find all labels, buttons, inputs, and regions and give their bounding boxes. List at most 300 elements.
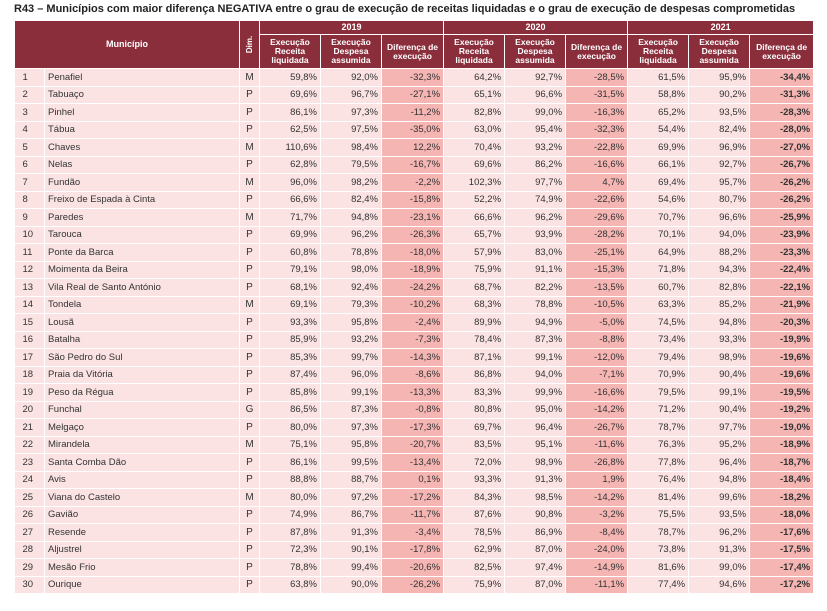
receita-cell: 70,7% [628, 209, 689, 227]
diferenca-cell: -5,0% [566, 314, 628, 332]
diferenca-cell: -19,0% [750, 419, 814, 437]
municipio-name: Gavião [45, 506, 240, 524]
diferenca-cell: -17,3% [382, 419, 444, 437]
receita-cell: 75,9% [444, 576, 505, 594]
row-number: 19 [15, 384, 45, 402]
dimension-code: P [240, 314, 260, 332]
receita-cell: 83,5% [444, 436, 505, 454]
diferenca-cell: -14,9% [566, 559, 628, 577]
diferenca-cell: -26,2% [750, 191, 814, 209]
dimension-code: P [240, 559, 260, 577]
row-number: 26 [15, 506, 45, 524]
diferenca-cell: -18,7% [750, 454, 814, 472]
diferenca-cell: -13,3% [382, 384, 444, 402]
table-row [15, 384, 814, 402]
table-row [15, 576, 814, 594]
receita-cell: 64,2% [444, 69, 505, 87]
dimension-code: P [240, 419, 260, 437]
despesa-cell: 97,4% [505, 559, 566, 577]
despesa-cell: 99,4% [321, 559, 382, 577]
diferenca-cell: -0,8% [382, 401, 444, 419]
diferenca-cell: -26,2% [382, 576, 444, 594]
receita-cell: 63,8% [260, 576, 321, 594]
despesa-cell: 93,3% [689, 331, 750, 349]
despesa-cell: 95,8% [321, 314, 382, 332]
row-number: 6 [15, 156, 45, 174]
despesa-cell: 95,8% [321, 436, 382, 454]
diferenca-cell: -7,1% [566, 366, 628, 384]
receita-cell: 81,6% [628, 559, 689, 577]
diferenca-cell: 0,1% [382, 471, 444, 489]
despesa-cell: 97,2% [321, 489, 382, 507]
dimension-code: P [240, 506, 260, 524]
table-row [15, 419, 814, 437]
diferenca-cell: -25,9% [750, 209, 814, 227]
diferenca-cell: -17,8% [382, 541, 444, 559]
municipio-name: Ourique [45, 576, 240, 594]
receita-cell: 79,4% [628, 349, 689, 367]
despesa-cell: 96,9% [689, 139, 750, 157]
receita-cell: 62,8% [260, 156, 321, 174]
diferenca-cell: -17,5% [750, 541, 814, 559]
dimension-code: P [240, 226, 260, 244]
receita-cell: 87,4% [260, 366, 321, 384]
diferenca-cell: -11,2% [382, 104, 444, 122]
header-despesa: Execução Despesa assumida [321, 35, 382, 69]
despesa-cell: 90,2% [689, 86, 750, 104]
row-number: 28 [15, 541, 45, 559]
dimension-code: P [240, 576, 260, 594]
municipio-name: Penafiel [45, 69, 240, 87]
dimension-code: P [240, 261, 260, 279]
municipio-name: Vila Real de Santo António [45, 279, 240, 297]
receita-cell: 75,1% [260, 436, 321, 454]
receita-cell: 86,1% [260, 454, 321, 472]
dimension-code: P [240, 471, 260, 489]
despesa-cell: 92,7% [689, 156, 750, 174]
receita-cell: 54,4% [628, 121, 689, 139]
diferenca-cell: -28,2% [566, 226, 628, 244]
dimension-code: P [240, 121, 260, 139]
receita-cell: 77,8% [628, 454, 689, 472]
receita-cell: 93,3% [444, 471, 505, 489]
diferenca-cell: 4,7% [566, 174, 628, 192]
diferenca-cell: -10,2% [382, 296, 444, 314]
receita-cell: 69,6% [444, 156, 505, 174]
receita-cell: 59,8% [260, 69, 321, 87]
despesa-cell: 95,0% [505, 401, 566, 419]
diferenca-cell: -22,6% [566, 191, 628, 209]
receita-cell: 68,1% [260, 279, 321, 297]
diferenca-cell: -7,3% [382, 331, 444, 349]
diferenca-cell: -3,2% [566, 506, 628, 524]
despesa-cell: 98,4% [321, 139, 382, 157]
dimension-code: P [240, 331, 260, 349]
municipio-name: Lousã [45, 314, 240, 332]
despesa-cell: 99,5% [321, 454, 382, 472]
diferenca-cell: -26,7% [566, 419, 628, 437]
despesa-cell: 99,0% [689, 559, 750, 577]
receita-cell: 71,8% [628, 261, 689, 279]
dimension-code: M [240, 436, 260, 454]
diferenca-cell: -18,0% [382, 244, 444, 262]
dimension-code: M [240, 209, 260, 227]
diferenca-cell: -11,6% [566, 436, 628, 454]
diferenca-cell: -34,4% [750, 69, 814, 87]
diferenca-cell: -24,2% [382, 279, 444, 297]
receita-cell: 72,3% [260, 541, 321, 559]
receita-cell: 76,4% [628, 471, 689, 489]
despesa-cell: 97,3% [321, 419, 382, 437]
dimension-code: P [240, 279, 260, 297]
table-row [15, 139, 814, 157]
diferenca-cell: 1,9% [566, 471, 628, 489]
despesa-cell: 93,2% [321, 331, 382, 349]
data-table [14, 20, 814, 594]
receita-cell: 86,8% [444, 366, 505, 384]
municipio-name: Moimenta da Beira [45, 261, 240, 279]
receita-cell: 70,4% [444, 139, 505, 157]
row-number: 9 [15, 209, 45, 227]
municipio-name: Mirandela [45, 436, 240, 454]
dimension-code: P [240, 524, 260, 542]
dimension-code: P [240, 384, 260, 402]
table-row [15, 559, 814, 577]
despesa-cell: 94,8% [689, 314, 750, 332]
row-number: 4 [15, 121, 45, 139]
diferenca-cell: -16,6% [566, 156, 628, 174]
despesa-cell: 93,5% [689, 506, 750, 524]
receita-cell: 65,1% [444, 86, 505, 104]
despesa-cell: 74,9% [505, 191, 566, 209]
despesa-cell: 99,0% [505, 104, 566, 122]
diferenca-cell: -23,3% [750, 244, 814, 262]
table-row [15, 121, 814, 139]
row-number: 2 [15, 86, 45, 104]
diferenca-cell: -19,6% [750, 349, 814, 367]
despesa-cell: 88,2% [689, 244, 750, 262]
receita-cell: 78,7% [628, 524, 689, 542]
diferenca-cell: -21,9% [750, 296, 814, 314]
diferenca-cell: -19,5% [750, 384, 814, 402]
receita-cell: 110,6% [260, 139, 321, 157]
receita-cell: 71,7% [260, 209, 321, 227]
diferenca-cell: -10,5% [566, 296, 628, 314]
despesa-cell: 95,7% [689, 174, 750, 192]
row-number: 17 [15, 349, 45, 367]
row-number: 12 [15, 261, 45, 279]
diferenca-cell: -17,4% [750, 559, 814, 577]
row-number: 20 [15, 401, 45, 419]
despesa-cell: 90,0% [321, 576, 382, 594]
table-row [15, 104, 814, 122]
receita-cell: 96,0% [260, 174, 321, 192]
diferenca-cell: -26,7% [750, 156, 814, 174]
receita-cell: 75,5% [628, 506, 689, 524]
diferenca-cell: -17,6% [750, 524, 814, 542]
despesa-cell: 96,4% [505, 419, 566, 437]
municipio-name: Tarouca [45, 226, 240, 244]
header-diferenca: Diferença de execução [382, 35, 444, 69]
diferenca-cell: -16,6% [566, 384, 628, 402]
row-number: 16 [15, 331, 45, 349]
row-number: 11 [15, 244, 45, 262]
table-row [15, 296, 814, 314]
despesa-cell: 97,5% [321, 121, 382, 139]
receita-cell: 82,5% [444, 559, 505, 577]
diferenca-cell: -22,8% [566, 139, 628, 157]
receita-cell: 52,2% [444, 191, 505, 209]
receita-cell: 84,3% [444, 489, 505, 507]
receita-cell: 69,7% [444, 419, 505, 437]
diferenca-cell: -19,6% [750, 366, 814, 384]
receita-cell: 66,1% [628, 156, 689, 174]
municipio-name: Fundão [45, 174, 240, 192]
despesa-cell: 95,9% [689, 69, 750, 87]
despesa-cell: 96,2% [505, 209, 566, 227]
diferenca-cell: -18,2% [750, 489, 814, 507]
table-row [15, 209, 814, 227]
diferenca-cell: -26,3% [382, 226, 444, 244]
table-row [15, 436, 814, 454]
table-row [15, 331, 814, 349]
despesa-cell: 80,7% [689, 191, 750, 209]
despesa-cell: 99,1% [321, 384, 382, 402]
receita-cell: 88,8% [260, 471, 321, 489]
despesa-cell: 78,8% [505, 296, 566, 314]
dimension-code: P [240, 366, 260, 384]
receita-cell: 72,0% [444, 454, 505, 472]
dimension-code: P [240, 349, 260, 367]
despesa-cell: 94,6% [689, 576, 750, 594]
despesa-cell: 94,0% [505, 366, 566, 384]
diferenca-cell: -8,4% [566, 524, 628, 542]
despesa-cell: 96,4% [689, 454, 750, 472]
receita-cell: 89,9% [444, 314, 505, 332]
diferenca-cell: -23,1% [382, 209, 444, 227]
municipio-name: São Pedro do Sul [45, 349, 240, 367]
receita-cell: 86,5% [260, 401, 321, 419]
row-number: 25 [15, 489, 45, 507]
receita-cell: 85,8% [260, 384, 321, 402]
receita-cell: 85,9% [260, 331, 321, 349]
table-row [15, 226, 814, 244]
despesa-cell: 92,7% [505, 69, 566, 87]
receita-cell: 64,9% [628, 244, 689, 262]
receita-cell: 82,8% [444, 104, 505, 122]
dimension-code: P [240, 244, 260, 262]
receita-cell: 68,3% [444, 296, 505, 314]
row-number: 7 [15, 174, 45, 192]
despesa-cell: 99,7% [321, 349, 382, 367]
despesa-cell: 82,4% [321, 191, 382, 209]
despesa-cell: 87,0% [505, 576, 566, 594]
diferenca-cell: -14,2% [566, 401, 628, 419]
dimension-code: G [240, 401, 260, 419]
despesa-cell: 90,4% [689, 401, 750, 419]
despesa-cell: 95,2% [689, 436, 750, 454]
receita-cell: 69,9% [628, 139, 689, 157]
despesa-cell: 86,7% [321, 506, 382, 524]
diferenca-cell: -31,5% [566, 86, 628, 104]
despesa-cell: 96,2% [689, 524, 750, 542]
row-number: 14 [15, 296, 45, 314]
receita-cell: 61,5% [628, 69, 689, 87]
receita-cell: 54,6% [628, 191, 689, 209]
despesa-cell: 86,2% [505, 156, 566, 174]
receita-cell: 62,5% [260, 121, 321, 139]
despesa-cell: 93,2% [505, 139, 566, 157]
municipio-name: Viana do Castelo [45, 489, 240, 507]
table-row [15, 314, 814, 332]
despesa-cell: 91,3% [689, 541, 750, 559]
diferenca-cell: -20,3% [750, 314, 814, 332]
diferenca-cell: -23,9% [750, 226, 814, 244]
municipio-name: Aljustrel [45, 541, 240, 559]
receita-cell: 74,9% [260, 506, 321, 524]
receita-cell: 87,1% [444, 349, 505, 367]
dimension-code: P [240, 86, 260, 104]
receita-cell: 83,3% [444, 384, 505, 402]
table-body [15, 69, 814, 594]
despesa-cell: 79,3% [321, 296, 382, 314]
row-number: 23 [15, 454, 45, 472]
despesa-cell: 95,4% [505, 121, 566, 139]
municipio-name: Funchal [45, 401, 240, 419]
header-year-2020: 2020 [444, 21, 628, 35]
table-row [15, 541, 814, 559]
receita-cell: 66,6% [444, 209, 505, 227]
table-row [15, 471, 814, 489]
dimension-code: M [240, 139, 260, 157]
despesa-cell: 85,2% [689, 296, 750, 314]
dimension-code: P [240, 104, 260, 122]
diferenca-cell: -27,1% [382, 86, 444, 104]
diferenca-cell: -16,3% [566, 104, 628, 122]
row-number: 22 [15, 436, 45, 454]
despesa-cell: 90,8% [505, 506, 566, 524]
despesa-cell: 98,2% [321, 174, 382, 192]
diferenca-cell: -8,8% [566, 331, 628, 349]
diferenca-cell: -13,5% [566, 279, 628, 297]
diferenca-cell: -8,6% [382, 366, 444, 384]
despesa-cell: 82,2% [505, 279, 566, 297]
receita-cell: 60,8% [260, 244, 321, 262]
diferenca-cell: -32,3% [566, 121, 628, 139]
dimension-code: M [240, 296, 260, 314]
table-row [15, 261, 814, 279]
header-diferenca: Diferença de execução [566, 35, 628, 69]
diferenca-cell: -28,0% [750, 121, 814, 139]
municipio-name: Tabuaço [45, 86, 240, 104]
despesa-cell: 97,7% [505, 174, 566, 192]
header-year-2021: 2021 [628, 21, 814, 35]
diferenca-cell: -17,2% [382, 489, 444, 507]
table-row [15, 489, 814, 507]
despesa-cell: 87,3% [505, 331, 566, 349]
receita-cell: 68,7% [444, 279, 505, 297]
receita-cell: 76,3% [628, 436, 689, 454]
despesa-cell: 98,9% [505, 454, 566, 472]
table-row [15, 191, 814, 209]
diferenca-cell: 12,2% [382, 139, 444, 157]
receita-cell: 78,8% [260, 559, 321, 577]
diferenca-cell: -2,4% [382, 314, 444, 332]
receita-cell: 87,6% [444, 506, 505, 524]
municipio-name: Resende [45, 524, 240, 542]
header-year-2019: 2019 [260, 21, 444, 35]
receita-cell: 86,1% [260, 104, 321, 122]
despesa-cell: 96,2% [321, 226, 382, 244]
despesa-cell: 94,8% [321, 209, 382, 227]
receita-cell: 58,8% [628, 86, 689, 104]
diferenca-cell: -15,8% [382, 191, 444, 209]
row-number: 21 [15, 419, 45, 437]
row-number: 29 [15, 559, 45, 577]
table-row [15, 69, 814, 87]
despesa-cell: 99,9% [505, 384, 566, 402]
header-despesa: Execução Despesa assumida [689, 35, 750, 69]
row-number: 3 [15, 104, 45, 122]
municipio-name: Praia da Vitória [45, 366, 240, 384]
despesa-cell: 82,8% [689, 279, 750, 297]
receita-cell: 63,3% [628, 296, 689, 314]
despesa-cell: 90,1% [321, 541, 382, 559]
municipio-name: Melgaço [45, 419, 240, 437]
receita-cell: 73,4% [628, 331, 689, 349]
receita-cell: 66,6% [260, 191, 321, 209]
diferenca-cell: -19,2% [750, 401, 814, 419]
diferenca-cell: -17,2% [750, 576, 814, 594]
diferenca-cell: -14,3% [382, 349, 444, 367]
despesa-cell: 79,5% [321, 156, 382, 174]
despesa-cell: 82,4% [689, 121, 750, 139]
diferenca-cell: -22,4% [750, 261, 814, 279]
receita-cell: 69,6% [260, 86, 321, 104]
table-row [15, 86, 814, 104]
despesa-cell: 99,1% [689, 384, 750, 402]
receita-cell: 71,2% [628, 401, 689, 419]
despesa-cell: 87,0% [505, 541, 566, 559]
municipio-name: Chaves [45, 139, 240, 157]
table-row [15, 524, 814, 542]
municipio-name: Batalha [45, 331, 240, 349]
despesa-cell: 78,8% [321, 244, 382, 262]
despesa-cell: 98,5% [505, 489, 566, 507]
dimension-code: P [240, 156, 260, 174]
receita-cell: 63,0% [444, 121, 505, 139]
despesa-cell: 95,1% [505, 436, 566, 454]
receita-cell: 87,8% [260, 524, 321, 542]
diferenca-cell: -14,2% [566, 489, 628, 507]
receita-cell: 79,5% [628, 384, 689, 402]
row-number: 8 [15, 191, 45, 209]
receita-cell: 78,5% [444, 524, 505, 542]
header-receita: Execução Receita liquidada [444, 35, 505, 69]
receita-cell: 79,1% [260, 261, 321, 279]
diferenca-cell: -11,1% [566, 576, 628, 594]
row-number: 10 [15, 226, 45, 244]
despesa-cell: 96,0% [321, 366, 382, 384]
municipio-name: Santa Comba Dão [45, 454, 240, 472]
diferenca-cell: -26,2% [750, 174, 814, 192]
despesa-cell: 86,9% [505, 524, 566, 542]
despesa-cell: 93,5% [689, 104, 750, 122]
dimension-code: M [240, 489, 260, 507]
receita-cell: 62,9% [444, 541, 505, 559]
dimension-code: P [240, 454, 260, 472]
table-row [15, 506, 814, 524]
